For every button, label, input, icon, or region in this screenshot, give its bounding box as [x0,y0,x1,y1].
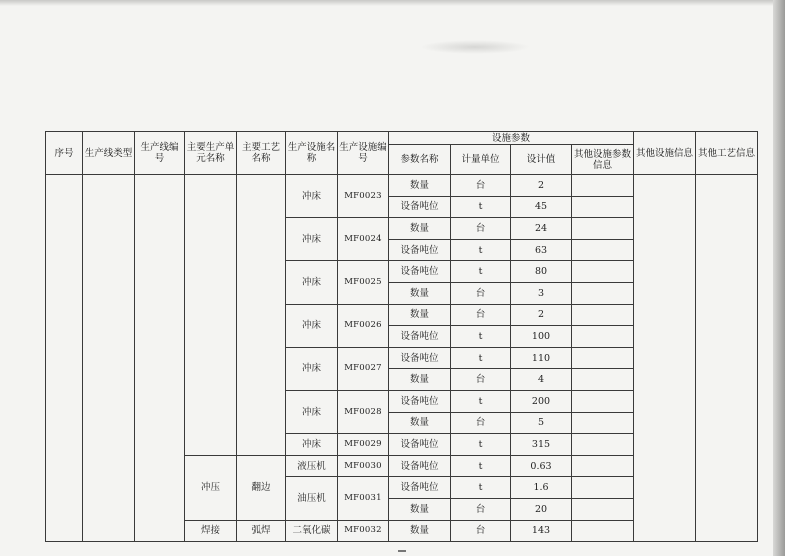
other-param-info-cell [572,282,634,304]
param-unit-cell: t [451,477,511,499]
facility-parameter-table [45,131,758,542]
param-name-cell: 设备吨位 [389,261,451,283]
unit-name-cell: 焊接 [185,520,237,542]
facility-name-cell: 冲床 [286,347,338,390]
col-header-other-facility-info: 其他设施信息 [634,132,696,175]
param-unit-cell: t [451,239,511,261]
other-param-info-cell [572,239,634,261]
col-header-facility-name: 生产设施名称 [286,132,338,175]
other-param-info-cell [572,369,634,391]
unit-name-cell: 冲压 [185,455,237,520]
param-name-cell: 设备吨位 [389,390,451,412]
facility-code-cell: MF0023 [338,175,389,218]
param-name-cell: 数量 [389,304,451,326]
col-header-param-name: 参数名称 [389,145,451,175]
facility-code-cell: MF0028 [338,390,389,433]
col-header-other-process-info: 其他工艺信息 [696,132,758,175]
col-header-unit: 计量单位 [451,145,511,175]
facility-code-cell: MF0032 [338,520,389,542]
facility-name-cell: 冲床 [286,218,338,261]
table-row [46,175,758,197]
param-unit-cell: t [451,196,511,218]
process-name-cell [237,175,286,456]
header-row-1 [46,132,758,145]
facility-name-cell: 冲床 [286,304,338,347]
other-param-info-cell [572,477,634,499]
param-name-cell: 设备吨位 [389,455,451,477]
param-value-cell: 2 [511,175,572,197]
facility-name-cell: 油压机 [286,477,338,520]
col-header-seq: 序号 [46,132,83,175]
param-unit-cell: t [451,455,511,477]
param-unit-cell: 台 [451,520,511,542]
param-value-cell: 100 [511,326,572,348]
unit-name-cell [185,175,237,456]
facility-name-cell: 冲床 [286,261,338,304]
facility-code-cell: MF0031 [338,477,389,520]
facility-code-cell: MF0026 [338,304,389,347]
param-unit-cell: 台 [451,218,511,240]
col-header-line-no: 生产线编号 [135,132,185,175]
param-name-cell: 数量 [389,175,451,197]
other-param-info-cell [572,498,634,520]
other-param-info-cell [572,175,634,197]
param-value-cell: 110 [511,347,572,369]
facility-name-cell: 二氧化碳 [286,520,338,542]
other-param-info-cell [572,412,634,434]
param-name-cell: 数量 [389,282,451,304]
other-param-info-cell [572,261,634,283]
param-unit-cell: 台 [451,498,511,520]
other-param-info-cell [572,390,634,412]
col-header-line-type: 生产线类型 [83,132,135,175]
param-unit-cell: 台 [451,282,511,304]
facility-name-cell: 冲床 [286,390,338,433]
line-type-cell [83,175,135,542]
param-value-cell: 80 [511,261,572,283]
scan-smudge [420,40,530,54]
seq-cell [46,175,83,542]
facility-code-cell: MF0027 [338,347,389,390]
param-name-cell: 数量 [389,412,451,434]
col-header-facility-no: 生产设施编号 [338,132,389,175]
line-no-cell [135,175,185,542]
param-value-cell: 315 [511,434,572,456]
param-name-cell: 设备吨位 [389,477,451,499]
facility-name-cell: 冲床 [286,175,338,218]
param-value-cell: 20 [511,498,572,520]
param-name-cell: 设备吨位 [389,326,451,348]
param-value-cell: 143 [511,520,572,542]
param-value-cell: 5 [511,412,572,434]
param-unit-cell: t [451,434,511,456]
param-value-cell: 2 [511,304,572,326]
param-value-cell: 1.6 [511,477,572,499]
col-header-params: 设施参数 [389,132,634,145]
other-param-info-cell [572,347,634,369]
param-unit-cell: t [451,326,511,348]
param-value-cell: 63 [511,239,572,261]
param-unit-cell: t [451,261,511,283]
other-param-info-cell [572,520,634,542]
param-unit-cell: 台 [451,175,511,197]
facility-code-cell: MF0030 [338,455,389,477]
col-header-unit-name: 主要生产单元名称 [185,132,237,175]
param-name-cell: 设备吨位 [389,239,451,261]
param-unit-cell: 台 [451,412,511,434]
param-unit-cell: 台 [451,304,511,326]
param-name-cell: 数量 [389,498,451,520]
other-param-info-cell [572,304,634,326]
process-name-cell: 翻边 [237,455,286,520]
param-value-cell: 45 [511,196,572,218]
facility-code-cell: MF0025 [338,261,389,304]
process-name-cell: 弧焊 [237,520,286,542]
param-unit-cell: t [451,347,511,369]
other-facility-info-cell [634,175,696,542]
param-value-cell: 200 [511,390,572,412]
scan-top-shadow [0,0,785,6]
other-param-info-cell [572,326,634,348]
param-name-cell: 设备吨位 [389,434,451,456]
other-process-info-cell [696,175,758,542]
other-param-info-cell [572,196,634,218]
param-unit-cell: t [451,390,511,412]
param-name-cell: 数量 [389,218,451,240]
param-name-cell: 设备吨位 [389,347,451,369]
param-name-cell: 数量 [389,520,451,542]
param-value-cell: 4 [511,369,572,391]
facility-code-cell: MF0024 [338,218,389,261]
facility-code-cell: MF0029 [338,434,389,456]
page-edge-shadow [773,0,785,556]
param-name-cell: 数量 [389,369,451,391]
col-header-other-param-info: 其他设施参数信息 [572,145,634,175]
param-value-cell: 3 [511,282,572,304]
other-param-info-cell [572,434,634,456]
col-header-design-value: 设计值 [511,145,572,175]
param-value-cell: 24 [511,218,572,240]
param-value-cell: 0.63 [511,455,572,477]
param-name-cell: 设备吨位 [389,196,451,218]
other-param-info-cell [572,455,634,477]
param-unit-cell: 台 [451,369,511,391]
col-header-process-name: 主要工艺名称 [237,132,286,175]
page-mark [398,550,406,552]
other-param-info-cell [572,218,634,240]
facility-name-cell: 冲床 [286,434,338,456]
facility-name-cell: 液压机 [286,455,338,477]
